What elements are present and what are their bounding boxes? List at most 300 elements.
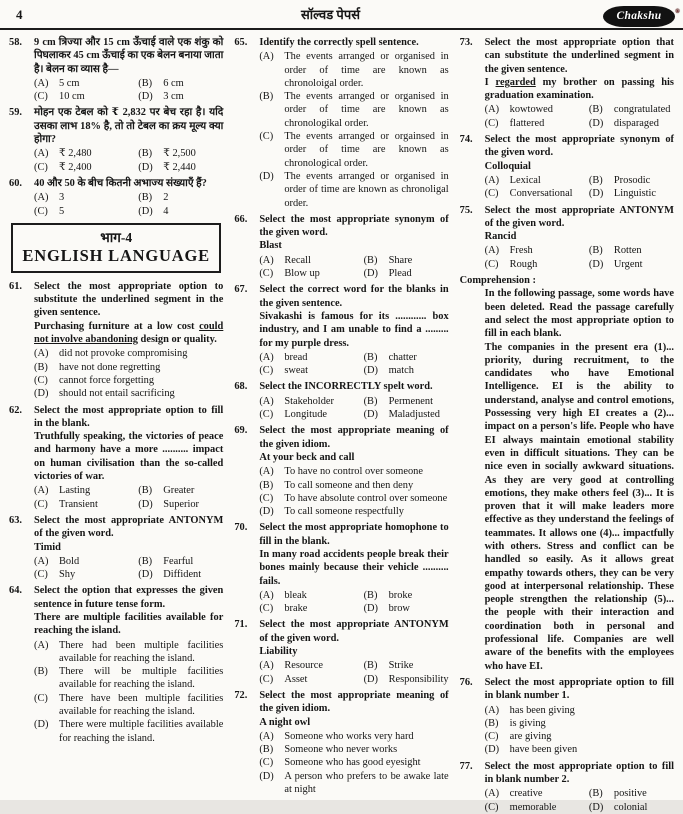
option	[34, 498, 136, 511]
question	[234, 424, 448, 518]
option	[34, 387, 223, 400]
option	[259, 602, 361, 615]
question	[234, 283, 448, 377]
option	[34, 718, 223, 745]
option-label: (D)	[259, 506, 274, 518]
stem-text: Select the most appropriate option to fill in the blank.	[34, 404, 224, 429]
option	[34, 161, 136, 174]
question-stem	[259, 213, 448, 240]
option-label: (A)	[34, 485, 49, 497]
stem-text: Select the INCORRECTLY spelt word.	[259, 381, 433, 393]
question	[234, 689, 448, 796]
option-label: (D)	[588, 117, 604, 129]
options	[259, 730, 448, 796]
options	[259, 254, 448, 281]
option	[589, 801, 676, 814]
option	[259, 673, 361, 686]
option-text: Rough	[509, 258, 538, 270]
option-text: bread	[284, 351, 308, 363]
option	[485, 258, 587, 271]
option-text: Shy	[59, 569, 76, 581]
stem-text: मोहन एक टेबल को ₹ 2,832 पर बेच रहा है। यदि उसका लाभ 18% है, तो तो टेबल का क्रय मूल्य क्या होगा?	[34, 107, 224, 146]
option-label: (B)	[259, 91, 274, 103]
option-label: (A)	[259, 351, 274, 363]
option-label: (C)	[259, 365, 274, 377]
stem-text: Select the most appropriate ANTONYM of the given word.	[484, 204, 674, 229]
chakshu-logo-badge	[603, 6, 680, 27]
option-text: flattered	[509, 117, 545, 129]
option-text: did not provoke compromising	[59, 348, 188, 360]
option-text: To call someone and then deny	[284, 479, 414, 491]
option	[364, 659, 451, 672]
page-number: 4	[16, 6, 23, 22]
question-stem	[34, 404, 223, 431]
question-number: 74.	[459, 134, 473, 146]
stem-text: Select the most appropriate option to fill in blank number 1.	[484, 676, 674, 702]
option-label: (C)	[259, 673, 274, 685]
question-stem	[34, 36, 223, 76]
option-label: (C)	[259, 131, 274, 143]
stem-text: Select the most appropriate meaning of the given idiom.	[259, 689, 449, 715]
question-stem	[259, 548, 448, 588]
option-label: (C)	[484, 801, 499, 813]
options	[34, 191, 223, 218]
stem-text: A night owl	[259, 716, 311, 728]
option-label: (B)	[34, 361, 48, 373]
option-text: cannot force forgetting	[59, 374, 155, 386]
option	[138, 90, 225, 103]
option-text: Someone who has good eyesight	[284, 757, 421, 769]
question	[234, 618, 448, 685]
option-text: Permenent	[388, 395, 433, 407]
option	[138, 161, 225, 174]
question-number: 69.	[234, 425, 248, 437]
stem-text: Rancid	[484, 231, 517, 243]
option-text: 6 cm	[163, 77, 184, 89]
option-label: (A)	[484, 174, 500, 186]
option-text: broke	[388, 589, 413, 601]
option-label: (B)	[363, 395, 378, 407]
option-label: (B)	[138, 192, 153, 204]
options	[34, 555, 223, 582]
option-text: Diffident	[163, 569, 202, 581]
option	[34, 361, 223, 374]
option-label: (D)	[588, 801, 604, 813]
stem-text: At your beck and call	[259, 451, 355, 463]
option-text: Stakeholder	[284, 395, 334, 407]
question	[9, 106, 223, 173]
question	[460, 133, 674, 200]
option	[589, 244, 676, 257]
option-label: (A)	[34, 639, 49, 651]
question-number: 72.	[234, 689, 248, 701]
question-stem	[259, 424, 448, 451]
option	[485, 743, 674, 756]
option	[34, 484, 136, 497]
comprehension	[460, 274, 674, 673]
option	[364, 364, 451, 377]
question-number: 58.	[9, 37, 22, 48]
stem-text: Purchasing furniture at a low cost	[34, 320, 200, 332]
question-body	[485, 204, 674, 271]
options	[34, 347, 223, 400]
option-text: ₹ 2,500	[163, 148, 196, 160]
comprehension-paragraph: In the following passage, some words have been deleted. Read the passage carefully and select the most appropriate option to fill in each blank.	[484, 288, 674, 340]
options	[259, 50, 448, 210]
question-stem	[485, 760, 674, 787]
option-text: ₹ 2,400	[59, 161, 92, 173]
option-label: (D)	[363, 673, 378, 685]
question-number: 62.	[9, 404, 22, 416]
option-text: The events arranged or organised in order of time are known as chronoligal order.	[284, 170, 449, 209]
option-text: positive	[613, 788, 647, 800]
option-text: brake	[284, 603, 308, 615]
option-label: (D)	[363, 365, 378, 377]
option-text: Maladjusted	[388, 409, 440, 421]
option	[138, 555, 225, 568]
option-text: 5 cm	[59, 77, 80, 89]
question	[9, 280, 223, 401]
page-title: सॉल्वड पेपर्स	[300, 6, 360, 22]
stem-text: In many road accidents people break their bones mainly because their vehicle .......... fails.	[259, 548, 449, 587]
stem-text: 9 cm त्रिज्या और 15 cm ऊँचाई वाले एक शंकु को पिघलाकर 45 cm ऊँचाई का एक बेलन बनाया जाता है। बेलन का व्यास है—	[34, 37, 224, 75]
option-label: (D)	[34, 719, 49, 731]
question-stem	[485, 676, 674, 703]
question	[234, 213, 448, 280]
option-label: (A)	[259, 660, 274, 672]
stem-text: Liability	[259, 646, 298, 658]
brand-logo	[585, 6, 680, 27]
column-middle	[234, 36, 448, 796]
option-label: (D)	[588, 188, 604, 200]
underlined-text: could not involve abandoning	[34, 320, 224, 346]
option	[259, 465, 448, 478]
question	[9, 584, 223, 745]
option	[259, 90, 448, 130]
question	[460, 204, 674, 271]
question-stem	[259, 36, 448, 49]
option	[589, 787, 676, 800]
option	[259, 479, 448, 492]
option	[259, 254, 361, 267]
option	[259, 50, 448, 90]
option-text: bleak	[284, 589, 307, 601]
question-stem	[259, 239, 448, 252]
stem-text: my brother on passing his graduation examination.	[484, 76, 674, 102]
stem-text: Select the correct word for the blanks in the given sentence.	[259, 284, 449, 309]
stem-text: Select the most appropriate meaning of the given idiom.	[259, 425, 449, 450]
option-label: (C)	[34, 161, 48, 173]
option	[259, 351, 361, 364]
option-label: (B)	[588, 174, 603, 186]
option-label: (A)	[484, 104, 500, 116]
question-stem	[34, 541, 223, 554]
stem-text: There are multiple facilities available for reaching the island.	[34, 611, 224, 637]
option-text: have been given	[509, 744, 578, 756]
option-text: To have no control over someone	[284, 466, 423, 478]
option	[34, 692, 223, 719]
question-stem	[485, 230, 674, 243]
options	[34, 639, 223, 745]
question-body	[485, 676, 674, 757]
option	[34, 555, 136, 568]
option-label: (A)	[259, 51, 274, 63]
option	[34, 568, 136, 581]
option-text: 10 cm	[59, 91, 85, 103]
options	[259, 589, 448, 616]
question-stem	[34, 106, 223, 146]
option-text: have not done regretting	[59, 361, 161, 373]
option-text: creative	[509, 788, 543, 800]
option	[364, 351, 451, 364]
option	[259, 730, 448, 743]
question-body	[485, 760, 674, 814]
question-stem	[34, 320, 223, 347]
question-stem	[259, 310, 448, 350]
option-text: Fresh	[509, 245, 533, 257]
option-label: (C)	[484, 188, 499, 200]
option-label: (D)	[138, 161, 153, 173]
stem-text: Timid	[34, 541, 61, 553]
option-label: (A)	[259, 395, 274, 407]
question-body	[259, 283, 448, 377]
option-text: Strike	[388, 660, 414, 672]
option-label: (D)	[138, 91, 153, 103]
page-header	[0, 0, 683, 30]
option-text: Resource	[284, 660, 323, 672]
question	[9, 404, 223, 511]
comprehension-paragraph: The companies in the present era (1)... priority, during recruitment, to the candidates who have Emotional Intelligence. EI is the ability to understand, analyse and control emotions, Possessing very high EI creates a (2)... impact on a person's life. People who have EI always maintain emotional stability even in difficult situations. They can be nice even in socially awkward situations. As they are very good at controlling emotions, they make others feel (3)... It is proven that it will make leaders more effective as they understand the feelings of teammates. It allows one (4)... impactfully with others. Stress and conflict can be handled so easily. As it allows great empathy towards others, they can be very good at interpersonal relationship. These people strengthen the relationship (5)... the people with their interaction and coordination both in personal and professional life. Companies are well aware of the benefits with the employees who have EI.	[484, 341, 674, 672]
option-label: (B)	[34, 666, 48, 678]
option-label: (B)	[363, 351, 378, 363]
option-text: Lexical	[509, 174, 541, 186]
stem-text: Select the most appropriate synonym of the given word.	[484, 134, 674, 159]
options	[485, 174, 674, 201]
logo-text: Chakshu	[616, 10, 662, 22]
option-label: (A)	[259, 589, 274, 601]
option-text: Transient	[59, 498, 98, 510]
option-label: (D)	[259, 770, 274, 782]
option	[485, 174, 587, 187]
option-label: (D)	[138, 498, 153, 510]
question-number: 66.	[234, 213, 248, 225]
question-body	[34, 106, 223, 173]
question-number: 73.	[459, 37, 473, 48]
question-number: 59.	[9, 107, 22, 119]
option-text: Asset	[284, 673, 308, 685]
option	[259, 756, 448, 769]
option-label: (A)	[259, 254, 274, 266]
option	[259, 130, 448, 170]
option-text: Someone who works very hard	[284, 730, 414, 742]
question-stem	[259, 716, 448, 729]
option	[259, 770, 448, 797]
question-body	[259, 213, 448, 280]
option	[138, 205, 225, 218]
option-label: (D)	[363, 268, 378, 280]
option-label: (D)	[138, 569, 153, 581]
option-label: (A)	[259, 466, 274, 478]
option-text: kowtowed	[509, 104, 553, 116]
option-text: congratulated	[613, 104, 671, 116]
option	[589, 174, 676, 187]
question-body	[34, 584, 223, 745]
option-text: Recall	[284, 254, 311, 266]
option-text: A person who prefers to be awake late at night	[284, 770, 449, 796]
option-text: Blow up	[284, 268, 320, 280]
option-label: (C)	[34, 205, 48, 217]
question-stem	[34, 584, 223, 611]
option-text: Prosodic	[613, 174, 651, 186]
option-label: (C)	[259, 492, 274, 504]
option	[485, 704, 674, 717]
question-stem	[259, 380, 448, 393]
option-label: (A)	[484, 245, 500, 257]
option	[259, 267, 361, 280]
options	[259, 395, 448, 422]
option	[485, 730, 674, 743]
question-stem	[34, 430, 223, 483]
option	[138, 498, 225, 511]
options	[485, 787, 674, 814]
option-label: (A)	[484, 704, 500, 716]
stem-text: Select the most appropriate ANTONYM of the given word.	[259, 619, 449, 644]
stem-text: Blast	[259, 240, 282, 252]
option	[364, 673, 451, 686]
question-stem	[34, 280, 223, 320]
stem-text: Select the most appropriate option to substitute the underlined segment in the given sentence.	[34, 280, 224, 319]
option	[485, 244, 587, 257]
option-label: (A)	[34, 348, 49, 360]
option	[589, 117, 676, 130]
option	[34, 90, 136, 103]
option-text: Linguistic	[613, 188, 657, 200]
question	[460, 760, 674, 814]
option-text: There will be multiple facilities available for reaching the island.	[59, 666, 224, 691]
option	[259, 408, 361, 421]
option-label: (C)	[34, 91, 48, 103]
option	[364, 602, 451, 615]
question	[234, 380, 448, 421]
option	[138, 147, 225, 160]
question	[234, 36, 448, 210]
option-label: (C)	[484, 258, 499, 270]
option-text: has been giving	[509, 704, 575, 716]
registered-mark: ®	[675, 9, 680, 15]
option	[138, 484, 225, 497]
option-label: (C)	[484, 731, 499, 743]
option-text: colonial	[613, 801, 648, 813]
option	[364, 254, 451, 267]
stem-text: Truthfully speaking, the victories of peace and harmony have a more .......... impact on human civilisation than the so-called victories of war.	[34, 431, 224, 483]
option-text: 2	[163, 192, 169, 204]
option-label: (D)	[588, 258, 604, 270]
stem-text: Colloquial	[484, 160, 531, 172]
option-text: There were multiple facilities available for reaching the island.	[59, 719, 224, 744]
option	[34, 639, 223, 666]
option	[589, 187, 676, 200]
question-number: 71.	[234, 619, 248, 631]
question-stem	[259, 645, 448, 658]
stem-text: Select the most appropriate option that can substitute the underlined segment in the given sentence.	[484, 37, 674, 75]
option-label: (D)	[484, 744, 500, 756]
option-text: Plead	[388, 268, 412, 280]
option-text: The events arranged or orgainsed in order of time are known as chronological order.	[284, 131, 449, 169]
option	[34, 147, 136, 160]
question-body	[259, 424, 448, 518]
option	[138, 568, 225, 581]
option-text: Rotten	[613, 245, 642, 257]
option-label: (C)	[259, 603, 274, 615]
option	[259, 170, 448, 210]
option-text: The events arranged or organised in order of time are known as chronologikal order.	[284, 91, 449, 129]
option-label: (B)	[259, 744, 274, 756]
options	[485, 103, 674, 130]
question-number: 61.	[9, 280, 22, 292]
option	[485, 117, 587, 130]
stem-text: 40 और 50 के बीच कितनी अभाज्य संख्याएँ हैं?	[34, 177, 207, 189]
option-label: (D)	[34, 388, 49, 400]
option-label: (C)	[34, 569, 48, 581]
question-body	[259, 36, 448, 210]
option-text: sweat	[284, 365, 308, 377]
options	[259, 659, 448, 686]
option	[259, 589, 361, 602]
option-label: (A)	[34, 192, 49, 204]
question-body	[34, 280, 223, 401]
option-text: Conversational	[509, 188, 573, 200]
stem-text: Select the most appropriate option to fill in blank number 2.	[484, 760, 674, 786]
question-body	[259, 521, 448, 615]
option-text: 5	[59, 205, 65, 217]
options	[34, 147, 223, 174]
question	[9, 36, 223, 103]
option	[34, 191, 136, 204]
option-text: Share	[388, 254, 413, 266]
stem-text: Identify the correctly spell sentence.	[259, 37, 419, 48]
option-label: (C)	[34, 498, 48, 510]
question-stem	[34, 514, 223, 541]
question-number: 60.	[9, 177, 22, 189]
option	[259, 395, 361, 408]
question-number: 65.	[234, 37, 248, 48]
option	[138, 191, 225, 204]
option-label: (B)	[588, 245, 603, 257]
question-stem	[259, 689, 448, 716]
option	[364, 408, 451, 421]
option-text: Responsibility	[388, 673, 449, 685]
option-text: Fearful	[163, 555, 194, 567]
option-label: (C)	[259, 268, 274, 280]
question-stem	[259, 283, 448, 310]
question-stem	[34, 611, 223, 638]
option-text: 3	[59, 192, 65, 204]
options	[34, 77, 223, 104]
question-number: 77.	[459, 760, 473, 772]
option-text: There have been multiple facilities available for reaching the island.	[59, 692, 224, 718]
option-text: brow	[388, 603, 410, 615]
section-title-english: ENGLISH LANGUAGE	[22, 245, 210, 265]
option-text: Someone who never works	[284, 744, 398, 756]
stem-text: Select the most appropriate ANTONYM of the given word.	[34, 514, 224, 540]
comprehension-label: Comprehension :	[459, 275, 536, 287]
option-label: (B)	[138, 485, 153, 497]
page-content	[0, 30, 683, 813]
option-label: (B)	[363, 254, 378, 266]
options	[259, 351, 448, 378]
option	[259, 505, 448, 518]
stem-text: Select the option that expresses the given sentence in future tense form.	[34, 585, 224, 610]
